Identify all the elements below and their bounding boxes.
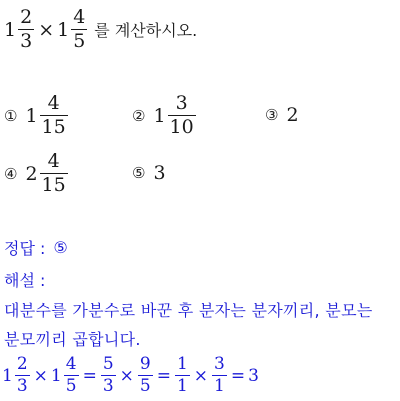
denominator: 5: [65, 376, 77, 396]
numerator: 9: [139, 354, 151, 374]
denominator: 10: [169, 116, 194, 138]
fraction: [40, 94, 68, 137]
numerator: 2: [20, 6, 33, 28]
numerator: 4: [65, 354, 77, 374]
fraction: [15, 356, 30, 395]
answer-value: ⑤: [53, 238, 68, 257]
answer-label: 정답 :: [4, 239, 46, 258]
answer-line: [4, 236, 68, 259]
denominator: 1: [176, 376, 188, 396]
fraction: [175, 356, 190, 395]
denominator: 5: [73, 30, 86, 52]
explanation-line-1: 대분수를 가분수로 바꾼 후 분자는 분자끼리, 분모는: [4, 301, 373, 320]
numerator: 3: [214, 354, 225, 374]
fraction: [18, 8, 34, 51]
mixed-number-whole: 1: [25, 104, 38, 127]
explanation-label: 해설 :: [4, 271, 46, 290]
equals-sign: =: [156, 365, 171, 386]
denominator: 5: [139, 376, 151, 396]
mixed-number-whole: 1: [50, 365, 62, 386]
choice-2[interactable]: [132, 94, 197, 137]
numerator: 4: [73, 6, 86, 28]
mixed-number-whole: 1: [153, 104, 166, 127]
choice-3[interactable]: [265, 104, 299, 126]
fraction: [168, 94, 196, 137]
equals-sign: =: [230, 365, 246, 386]
choice-marker: ③: [265, 106, 279, 124]
choice-marker: ④: [4, 164, 18, 183]
choice-5[interactable]: [132, 162, 166, 184]
denominator: 15: [41, 174, 66, 196]
fraction: [212, 356, 227, 395]
denominator: 3: [102, 376, 114, 396]
choice-marker: ②: [132, 106, 146, 125]
numerator: 5: [102, 354, 114, 374]
equals-sign: =: [82, 365, 97, 386]
explanation-calculation: [2, 356, 259, 395]
numerator: 2: [16, 354, 28, 374]
choice-4[interactable]: [4, 152, 69, 195]
multiply-sign: ×: [193, 365, 209, 386]
fraction: [64, 356, 79, 395]
mixed-number-whole: 2: [25, 162, 38, 185]
denominator: 1: [214, 376, 225, 396]
numerator: 3: [175, 92, 188, 114]
choice-value: 2: [286, 104, 299, 126]
denominator: 3: [16, 376, 28, 396]
numerator: 4: [47, 92, 60, 114]
multiply-sign: ×: [33, 365, 48, 386]
question-text: 를 계산하시오.: [94, 21, 198, 40]
multiply-sign: ×: [119, 365, 134, 386]
denominator: 3: [20, 30, 33, 52]
choice-value: 3: [153, 162, 166, 184]
choice-1[interactable]: [4, 94, 69, 137]
mixed-number-whole: 1: [4, 18, 17, 41]
fraction: [101, 356, 116, 395]
multiply-sign: ×: [38, 18, 55, 41]
result-value: 3: [248, 365, 259, 386]
choice-marker: ①: [4, 106, 18, 125]
fraction: [71, 8, 87, 51]
explanation-line-2: 분모끼리 곱합니다.: [4, 330, 141, 349]
question: [4, 8, 197, 51]
numerator: 4: [47, 150, 60, 172]
fraction: [138, 356, 153, 395]
numerator: 1: [176, 354, 188, 374]
mixed-number-whole: 1: [57, 18, 70, 41]
fraction: [40, 152, 68, 195]
denominator: 15: [41, 116, 66, 138]
choice-marker: ⑤: [132, 164, 146, 182]
mixed-number-whole: 1: [2, 365, 13, 386]
